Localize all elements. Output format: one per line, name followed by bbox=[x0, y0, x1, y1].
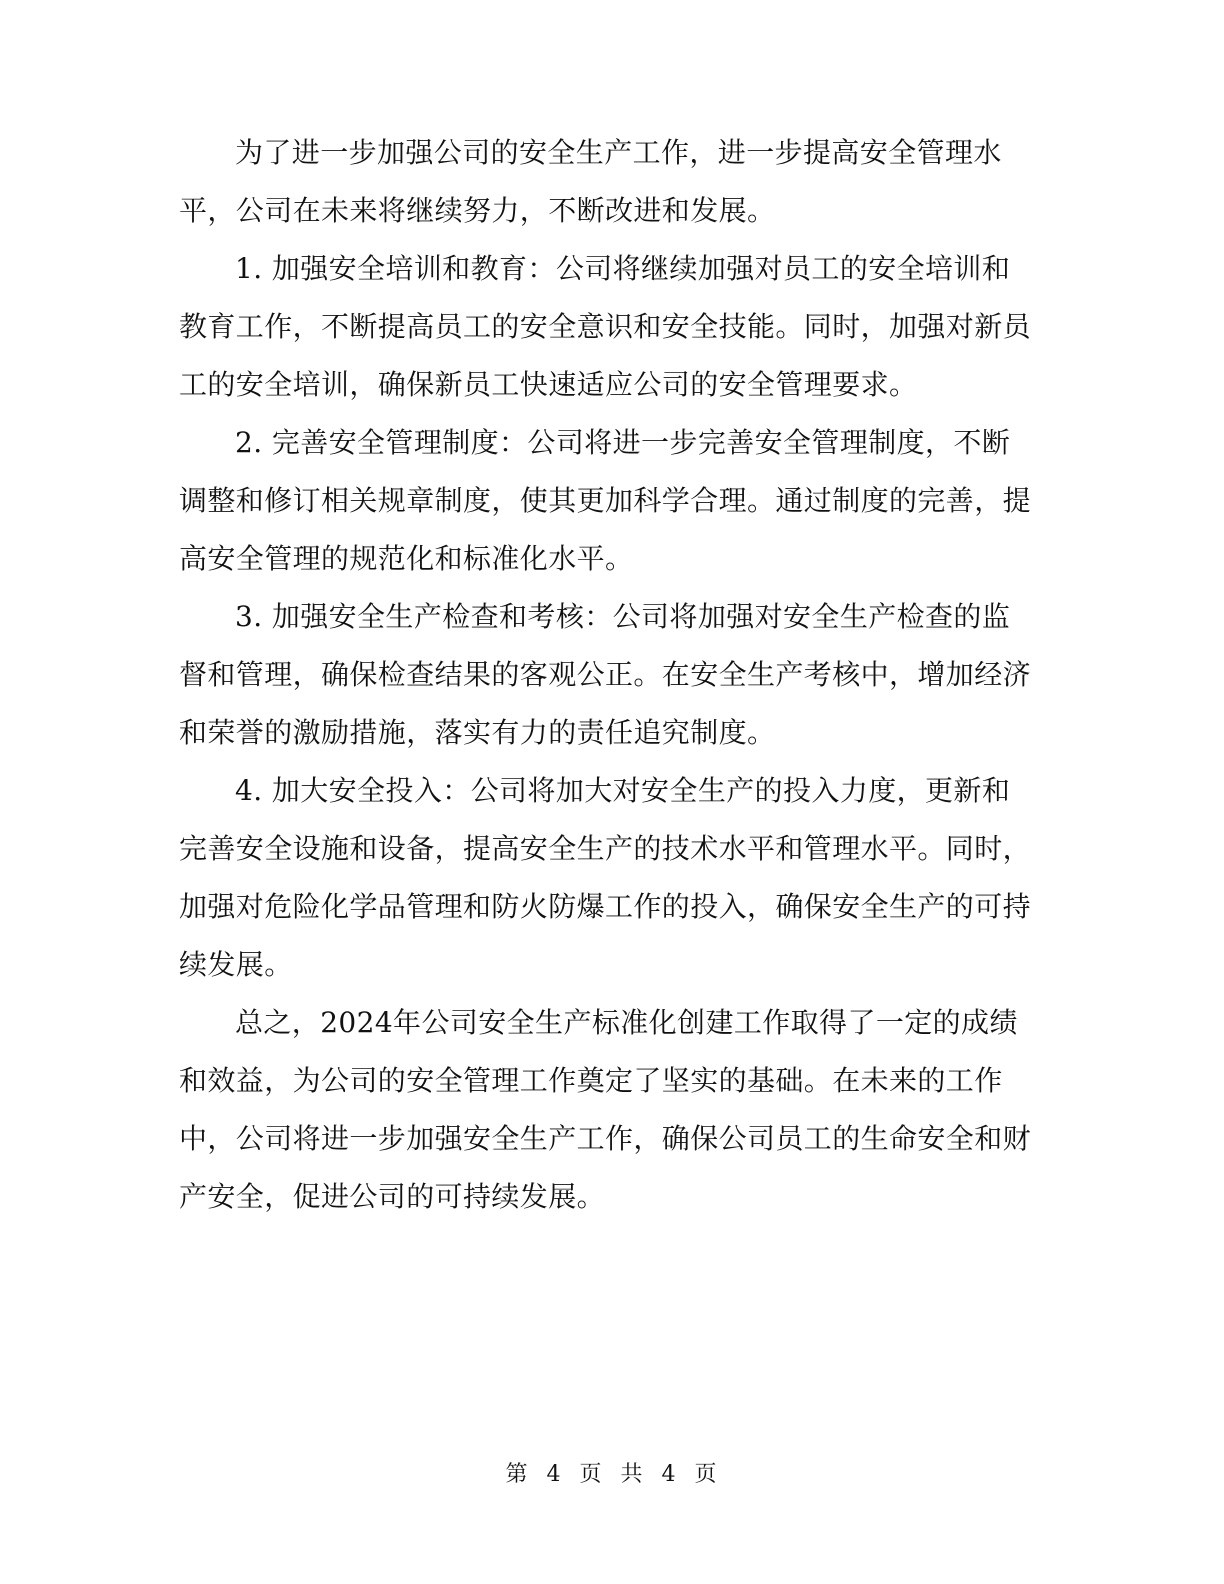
intro-paragraph: 为了进一步加强公司的安全生产工作，进一步提高安全管理水平，公司在未来将继续努力，不断改进和发展。 bbox=[179, 136, 1002, 227]
page-number-footer: 第 4 页 共 4 页 bbox=[505, 1462, 719, 1487]
item-2-paragraph: 2. 完善安全管理制度：公司将进一步完善安全管理制度，不断调整和修订相关规章制度，使其更加科学合理。通过制度的完善，提高安全管理的规范化和标准化水平。 bbox=[179, 426, 1032, 575]
item-1-paragraph: 1. 加强安全培训和教育：公司将继续加强对员工的安全培训和教育工作，不断提高员工的安全意识和安全技能。同时，加强对新员工的安全培训，确保新员工快速适应公司的安全管理要求。 bbox=[179, 252, 1032, 401]
conclusion-paragraph: 总之，2024年公司安全生产标准化创建工作取得了一定的成绩和效益，为公司的安全管理工作奠定了坚实的基础。在未来的工作中，公司将进一步加强安全生产工作，确保公司员工的生命安全和财产安全，促进公司的可持续发展。 bbox=[179, 1006, 1032, 1213]
item-3-paragraph: 3. 加强安全生产检查和考核：公司将加强对安全生产检查的监督和管理，确保检查结果的客观公正。在安全生产考核中，增加经济和荣誉的激励措施，落实有力的责任追究制度。 bbox=[179, 600, 1032, 749]
item-4-paragraph: 4. 加大安全投入：公司将加大对安全生产的投入力度，更新和完善安全设施和设备，提高安全生产的技术水平和管理水平。同时，加强对危险化学品管理和防火防爆工作的投入，确保安全生产的可持续发展。 bbox=[179, 774, 1032, 981]
document-body bbox=[179, 124, 1031, 1226]
